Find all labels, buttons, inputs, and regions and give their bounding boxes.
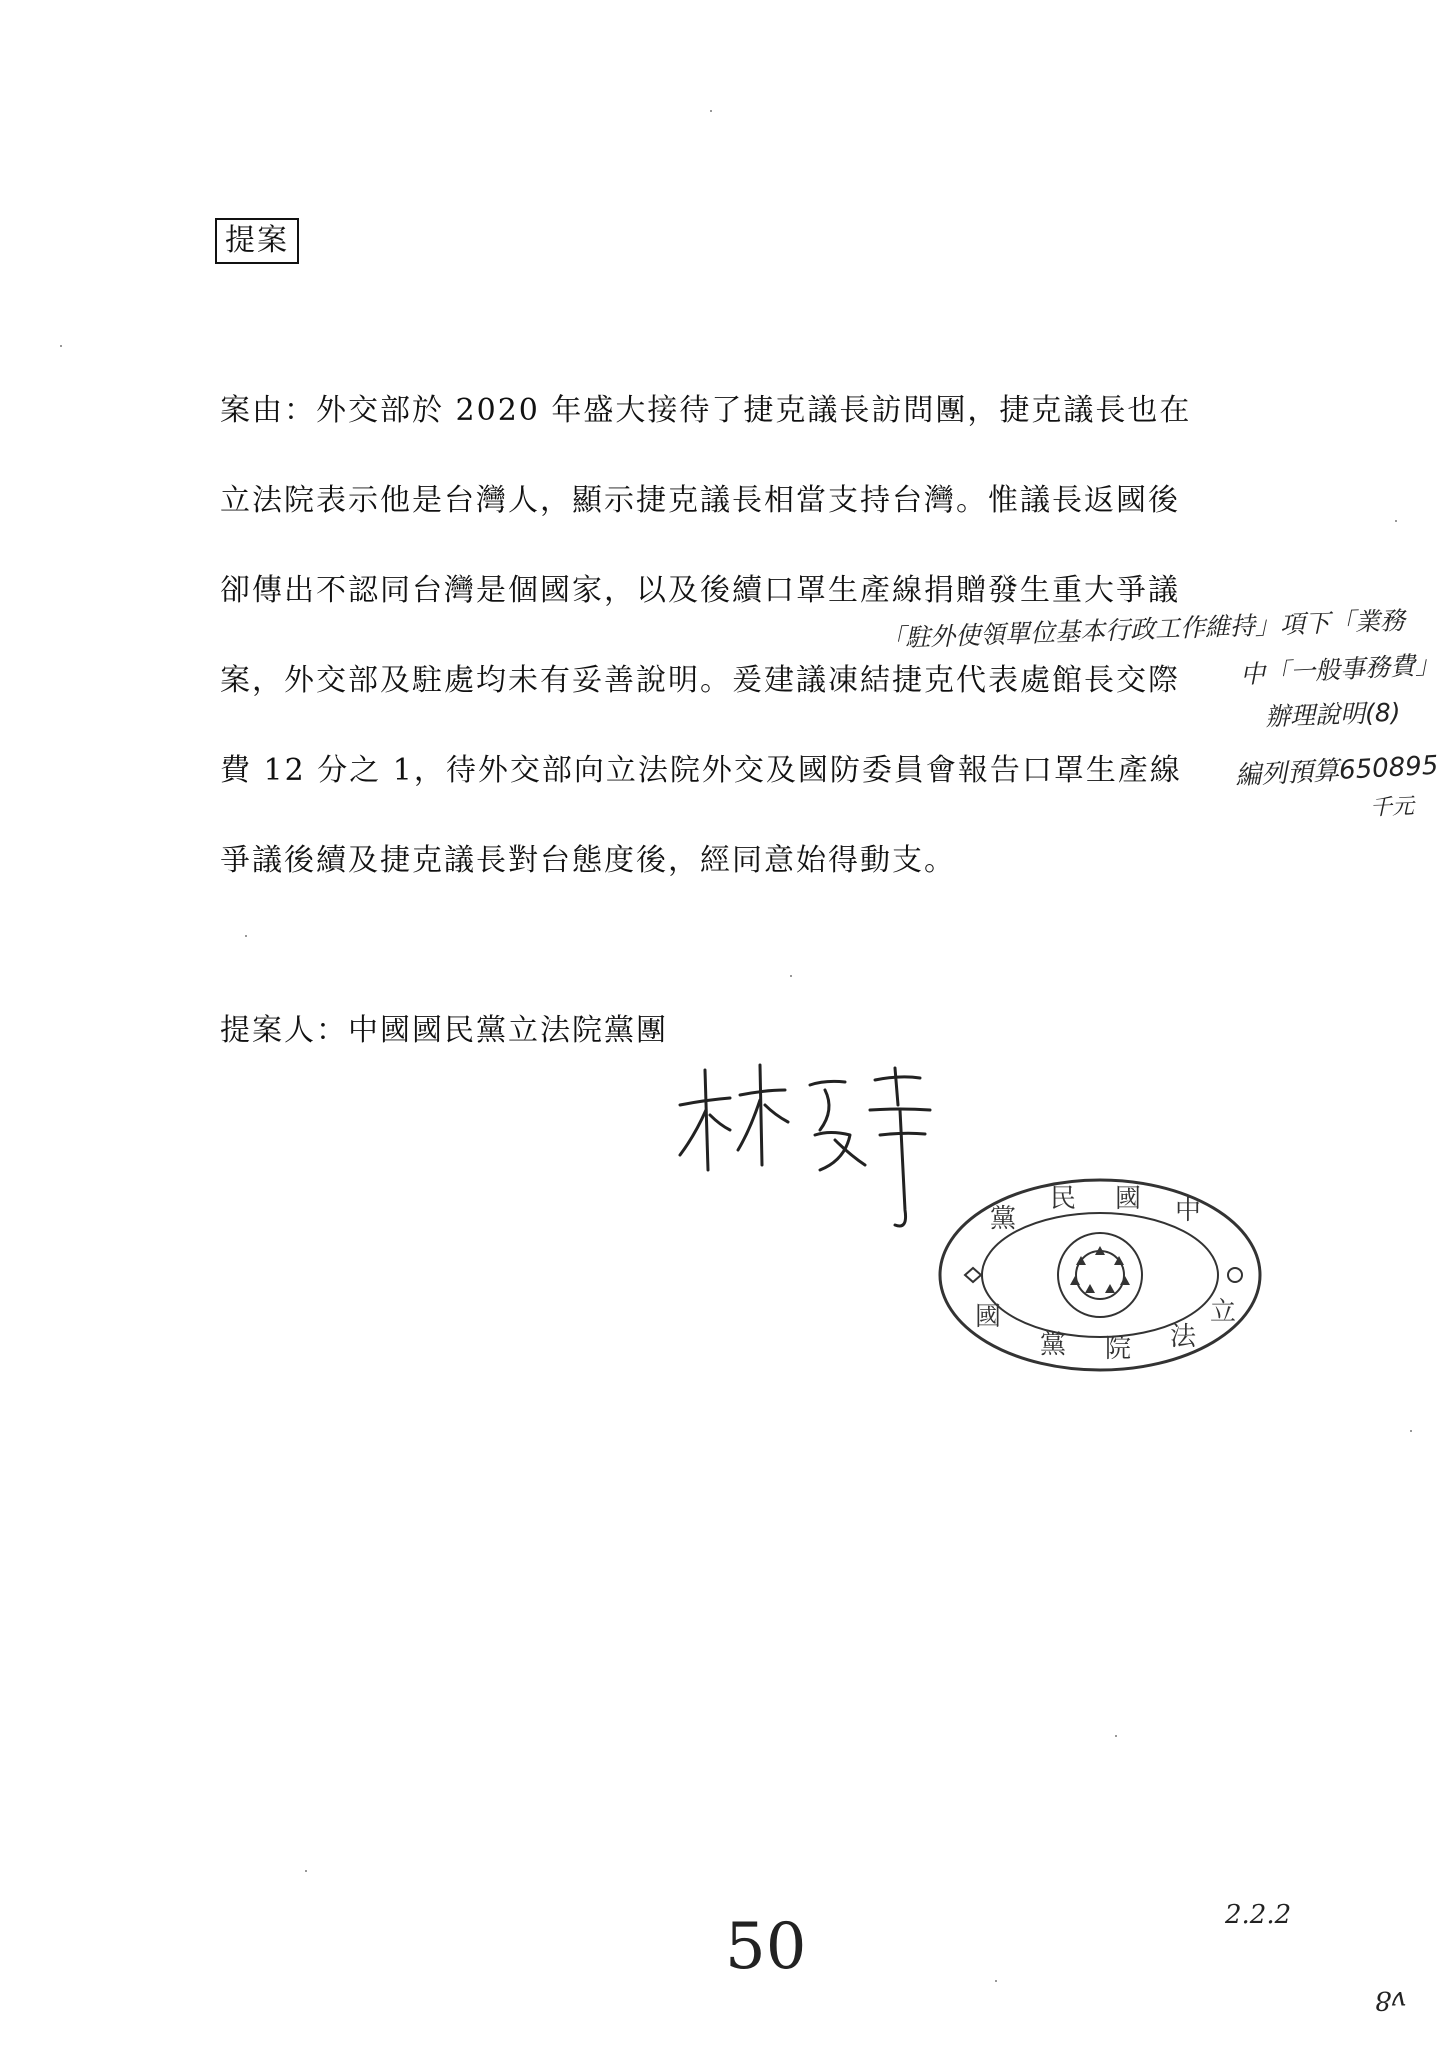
- body-line: 卻傳出不認同台灣是個國家，以及後續口罩生產線捐贈發生重大爭議: [220, 573, 1180, 608]
- scan-speck: [1395, 520, 1397, 522]
- svg-text:民: 民: [1050, 1184, 1077, 1214]
- body-line: 立法院表示他是台灣人，顯示捷克議長相當支持台灣。惟議長返國後: [220, 483, 1180, 518]
- handwritten-note: 千元: [1369, 794, 1415, 821]
- official-seal-image: [935, 1175, 1265, 1375]
- svg-text:中: 中: [1175, 1196, 1202, 1226]
- svg-text:法: 法: [1170, 1322, 1197, 1352]
- handwritten-note: 編列預算650895: [1234, 750, 1440, 792]
- scan-speck: [305, 1870, 307, 1872]
- bottom-mark: v8: [1375, 1985, 1407, 2015]
- page-number: 50: [725, 1910, 807, 1984]
- scan-speck: [245, 935, 247, 937]
- body-line: 案，外交部及駐處均未有妥善說明。爰建議凍結捷克代表處館長交際: [220, 663, 1180, 698]
- proposer-line: 提案人：中國國民黨立法院黨團: [220, 1013, 668, 1048]
- corner-mark: 2.2.2: [1225, 1900, 1292, 1930]
- signature-image: [660, 1060, 960, 1240]
- body-line: 案由：外交部於 2020 年盛大接待了捷克議長訪問團，捷克議長也在: [220, 393, 1192, 428]
- scan-speck: [710, 110, 712, 112]
- scan-speck: [790, 975, 792, 977]
- proposal-label: 提案: [215, 218, 299, 264]
- scan-speck: [1115, 1735, 1117, 1737]
- scan-speck: [995, 1980, 997, 1982]
- body-line: 費 12 分之 1，待外交部向立法院外交及國防委員會報告口罩生產線: [220, 753, 1182, 788]
- handwritten-note: 「駐外使領單位基本行政工作維持」項下「業務: [879, 605, 1406, 654]
- svg-text:國: 國: [975, 1302, 1002, 1332]
- scan-speck: [60, 345, 62, 347]
- body-line: 爭議後續及捷克議長對台態度後，經同意始得動支。: [220, 843, 956, 878]
- handwritten-note: 中「一般事務費」: [1239, 649, 1441, 690]
- svg-text:立: 立: [1210, 1297, 1237, 1327]
- svg-text:黨: 黨: [990, 1204, 1017, 1234]
- svg-text:院: 院: [1105, 1334, 1132, 1364]
- svg-text:黨: 黨: [1040, 1330, 1067, 1360]
- handwritten-note: 辦理說明(8): [1264, 697, 1401, 732]
- svg-text:國: 國: [1115, 1184, 1142, 1214]
- scan-speck: [1410, 1430, 1412, 1432]
